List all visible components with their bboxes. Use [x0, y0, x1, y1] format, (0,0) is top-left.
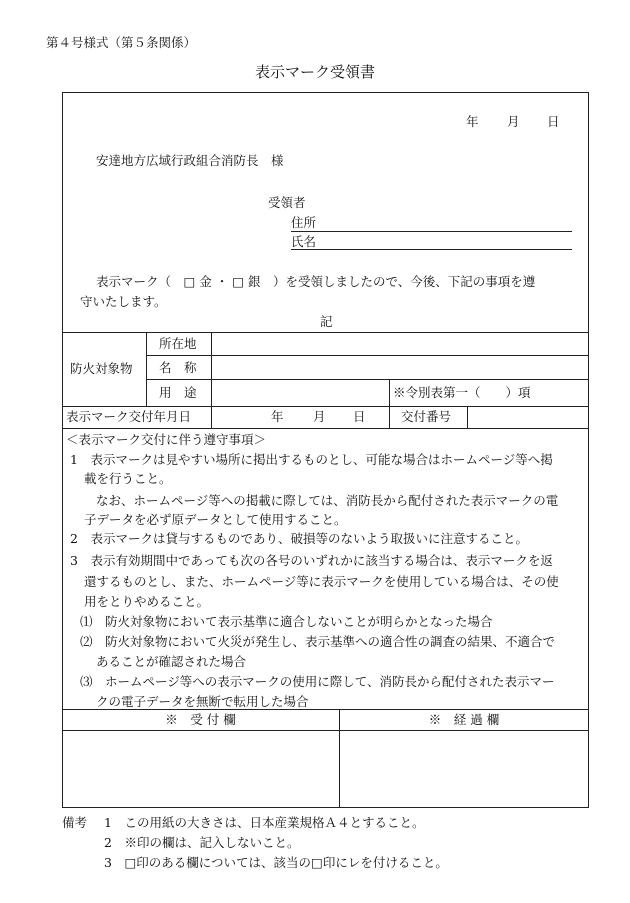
- date-month: 月: [507, 114, 520, 129]
- rule-line: クの電子データを無断で転用した場合: [96, 694, 309, 709]
- rule-line: ⑴ 防火対象物において表示基準に適合しないことが明らかとなった場合: [80, 614, 493, 629]
- table-line: [211, 332, 212, 428]
- object-label: 防火対象物: [70, 361, 133, 376]
- rule-line: 2 表示マークは貸与するものであり、破損等のないよう取扱いに注意すること。: [70, 531, 528, 546]
- table-top-line: [62, 332, 589, 333]
- rule-line: 還するものとし、また、ホームページ等に表示マークを使用している場合は、その使: [84, 574, 559, 589]
- table-line: [62, 428, 589, 429]
- receipt-column-header: ※ 受 付 欄: [165, 712, 236, 727]
- note-item: 3 □印のある欄については、該当の□印にレを付けること。: [104, 855, 448, 870]
- table-line: [389, 379, 390, 428]
- notes-label: 備考: [62, 815, 88, 830]
- address-label: 住所: [291, 215, 317, 230]
- table-line: [62, 730, 589, 731]
- table-line: [146, 379, 589, 380]
- form-number: 第４号様式（第５条関係）: [46, 35, 197, 50]
- rule-line: 1 表示マークは見やすい場所に掲出するものとし、可能な場合はホームページ等へ掲: [70, 452, 553, 467]
- table-line: [62, 406, 589, 407]
- rule-line: あることが確認された場合: [96, 654, 247, 669]
- name-label: 氏名: [291, 234, 317, 249]
- rule-line: 子データを必ず原データとして使用すること。: [84, 512, 347, 527]
- issue-number-label: 交付番号: [401, 409, 452, 424]
- name-field-label: 名 称: [159, 360, 197, 375]
- issue-date-label: 表示マーク交付年月日: [66, 409, 192, 424]
- document-title: 表示マーク受領書: [254, 63, 375, 81]
- rules-heading: ＜表示マーク交付に伴う遵守事項＞: [66, 432, 267, 447]
- note-item: 2 ※印の欄は、記入しないこと。: [104, 835, 300, 850]
- rule-line: ⑶ ホームページ等への表示マークの使用に際して、消防長から配付された表示マー: [80, 674, 555, 689]
- statement-line-1: 表示マーク（ □ 金 ・ □ 銀 ）を受領しましたので、今後、下記の事項を遵: [96, 274, 536, 289]
- progress-column-header: ※ 経 過 欄: [428, 712, 500, 727]
- ordinance-label: ※令別表第一（ ）項: [393, 385, 531, 400]
- rule-line: ⑵ 防火対象物において火災が発生し、表示基準への適合性の調査の結果、不適合で: [80, 634, 556, 649]
- rule-line: 用をとりやめること。: [84, 594, 210, 609]
- table-line: [146, 332, 147, 406]
- table-line: [146, 355, 589, 356]
- location-label: 所在地: [159, 336, 197, 351]
- statement-line-2: 守いたします。: [80, 294, 167, 309]
- date-year: 年: [466, 114, 479, 129]
- date-day: 日: [547, 114, 560, 129]
- table-line: [467, 406, 468, 428]
- rule-line: 載を行うこと。: [84, 471, 172, 486]
- use-label: 用 途: [159, 385, 197, 400]
- addressee: 安達地方広域行政組合消防長 様: [96, 153, 284, 168]
- issue-year: 年: [271, 409, 284, 424]
- issue-month: 月: [313, 409, 326, 424]
- table-line: [62, 709, 589, 710]
- ki-label: 記: [320, 314, 333, 329]
- rule-line: なお、ホームページ等への掲載に際しては、消防長から配付された表示マークの電: [96, 493, 559, 508]
- recipient-label: 受領者: [268, 195, 306, 210]
- name-line: [291, 249, 572, 250]
- note-item: 1 この用紙の大きさは、日本産業規格Ａ４とすること。: [104, 815, 425, 830]
- rule-line: 3 表示有効期間中であっても次の各号のいずれかに該当する場合は、表示マークを返: [70, 553, 553, 568]
- address-line: [291, 231, 572, 232]
- issue-day: 日: [353, 409, 366, 424]
